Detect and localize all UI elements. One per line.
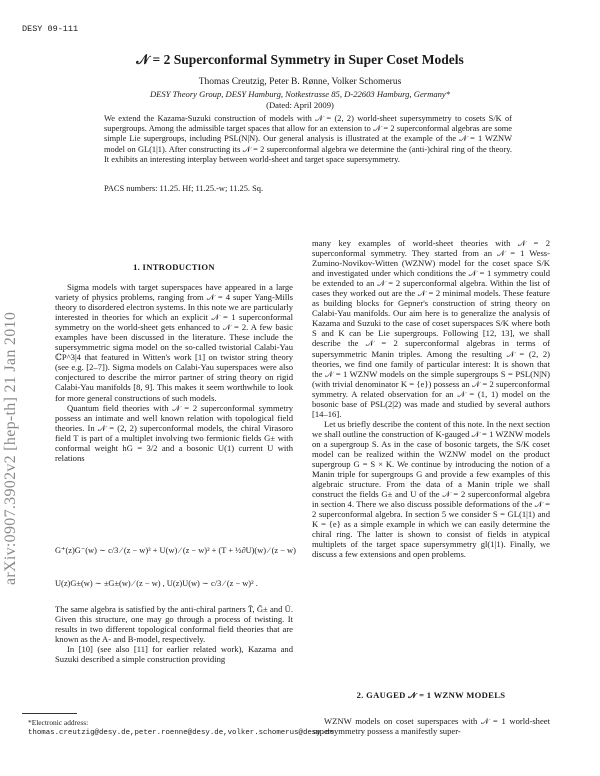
right-column xyxy=(312,238,550,560)
date: (Dated: April 2009) xyxy=(266,100,334,110)
intro-paragraph-1: Sigma models with target superspaces have appeared in a large variety of physics problems, ranging from 𝒩 = 4 super Yang-Mills theory to disordered electron systems. In this note we are particularly interested in theories for which an explicit 𝒩 = 1 superconformal symmetry on the world-sheet gets enhanced to 𝒩 = 2. A few basic examples have been discussed in the literature. These include the supersymmetric sigma model on the so-called twistorial Calabi-Yau ℂP^3|4 that featured in Witten's work [1] on twistor string theory (see e.g. [2–7]). Sigma models on Calabi-Yau superspaces were also conjectured to describe the mirror partner of string theory on rigid Calabi-Yau manifolds [8, 9]. This makes it seem worthwhile to look for more general constructions of such models. xyxy=(55,282,293,403)
footnote xyxy=(28,718,335,738)
intro-paragraph-4: In [10] (see also [11] for earlier related work), Kazama and Suzuki described a simple construction providing xyxy=(55,644,293,665)
abstract: We extend the Kazama-Suzuki construction of models with 𝒩 = (2, 2) world-sheet supersymmetry to cosets S/K of supergroups. Among the admissible target spaces that allow for an extension to 𝒩 = 2 superconformal algebras are some simple Lie supergroups, including PSL(N|N). Our general analysis is illustrated at the example of the 𝒩 = 1 WZNW model on GL(1|1). After constructing its 𝒩 = 2 superconformal algebra we determine the (anti-)chiral ring of the theory. It exhibits an interesting interplay between world-sheet and target space supersymmetry. xyxy=(104,114,512,164)
footnote-label: *Electronic address: xyxy=(28,718,89,727)
intro-paragraph-3: The same algebra is satisfied by the anti-chiral partners T̄, Ḡ± and Ū. Given this structure, one may go through a process of twisting. It results in two different topological conformal field theories that are known as the A- and B-model, respectively. xyxy=(55,604,293,645)
arxiv-stamp: arXiv:0907.3902v2 [hep-th] 21 Jan 2010 xyxy=(2,311,19,585)
footnote-rule xyxy=(22,713,77,714)
intro-paragraph-5: many key examples of world-sheet theories with 𝒩 = 2 superconformal symmetry. They started from an 𝒩 = 1 Wess-Zumino-Novikov-Witten (WZNW) model for the coset space S/K and investigated under which conditions the 𝒩 = 1 symmetry could be extended to an 𝒩 = 2 superconformal algebra. Within the list of cases they worked out are the 𝒩 = 2 minimal models. These feature as building blocks for Gepner's construction of string theory on Calabi-Yau manifolds. Our aim here is to generalize the analysis of Kazama and Suzuki to the case of coset superspaces S/K where both S and K can be Lie supergroups. Following [12, 13], we shall describe the 𝒩 = 2 superconformal algebras in terms of supersymmetric Manin triples. Among the resulting 𝒩 = (2, 2) theories, we find one family of particular interest: It is shown that the 𝒩 = 1 WZNW models on the simple supergroups S = PSL(N|N) (with trivial denominator K = {e}) possess an 𝒩 = 2 superconformal symmetry. A related observation for an 𝒩 = (1, 1) model on the bosonic base of PSL(2|2) was made and studied by several authors [14–16]. xyxy=(312,238,550,419)
paper-title: 𝒩 = 2 Superconformal Symmetry in Super Coset Models xyxy=(136,52,464,67)
equation-ope-u: U(z)G±(w) ∼ ±G±(w) ⁄ (z − w) , U(z)U(w) ∼ c/3 ⁄ (z − w)² . xyxy=(55,579,258,588)
intro-paragraph-2: Quantum field theories with 𝒩 = 2 superconformal symmetry possess an intimate and well known relation with topological field theories. In 𝒩 = (2, 2) superconformal models, the chiral Virasoro field T is part of a multiplet involving two fermionic fields G± with conformal weight hG = 3/2 and a bosonic U(1) current U with relations xyxy=(55,402,293,463)
right-column-bottom xyxy=(312,716,550,736)
left-column-continued xyxy=(55,604,293,664)
equation-ope-g: G⁺(z)G⁻(w) ∼ c/3 ⁄ (z − w)³ + U(w) ⁄ (z − w)² + (T + ½∂U)(w) ⁄ (z − w) xyxy=(55,546,296,555)
left-column xyxy=(55,282,293,463)
affiliation: DESY Theory Group, DESY Hamburg, Notkestrasse 85, D-22603 Hamburg, Germany* xyxy=(149,89,451,99)
section-2-heading: 2. GAUGED 𝒩 = 1 WZNW MODELS xyxy=(356,690,506,700)
preprint-number: DESY 09-111 xyxy=(22,24,79,34)
footnote-emails: thomas.creutzig@desy.de,peter.roenne@desy.de,volker.schomerus@desy.de xyxy=(28,729,335,738)
section-2-paragraph-1: WZNW models on coset superspaces with 𝒩 = 1 world-sheet supersymmetry possess a manifestly super- xyxy=(312,716,550,737)
authors: Thomas Creutzig, Peter B. Rønne, Volker Schomerus xyxy=(198,77,402,87)
pacs-numbers: PACS numbers: 11.25. Hf; 11.25.-w; 11.25. Sq. xyxy=(104,184,264,193)
section-1-heading: 1. INTRODUCTION xyxy=(133,262,215,272)
intro-paragraph-6: Let us briefly describe the content of this note. In the next section we shall outline the construction of K-gauged 𝒩 = 1 WZNW models on a supergroup S. As in the case of bosonic targets, the S/K coset model can be realized within the WZNW model on the product supergroup G = S × K. We continue by introducing the notion of a Manin triple for supergroups G and provide a few examples of this algebraic structure. From the data of a Manin triple we shall construct the fields G± and U of the 𝒩 = 2 superconformal algebra in section 4. There we also discuss possible deformations of the 𝒩 = 2 superconformal algebra. In section 5 we consider S = GL(1|1) and K = {e} as a simple example in which we can easily determine the chiral ring. The latter is shown to consist of fields in atypical multiplets of the target space supersymmetry gl(1|1). Finally, we discuss a few extensions and open problems. xyxy=(312,418,550,560)
